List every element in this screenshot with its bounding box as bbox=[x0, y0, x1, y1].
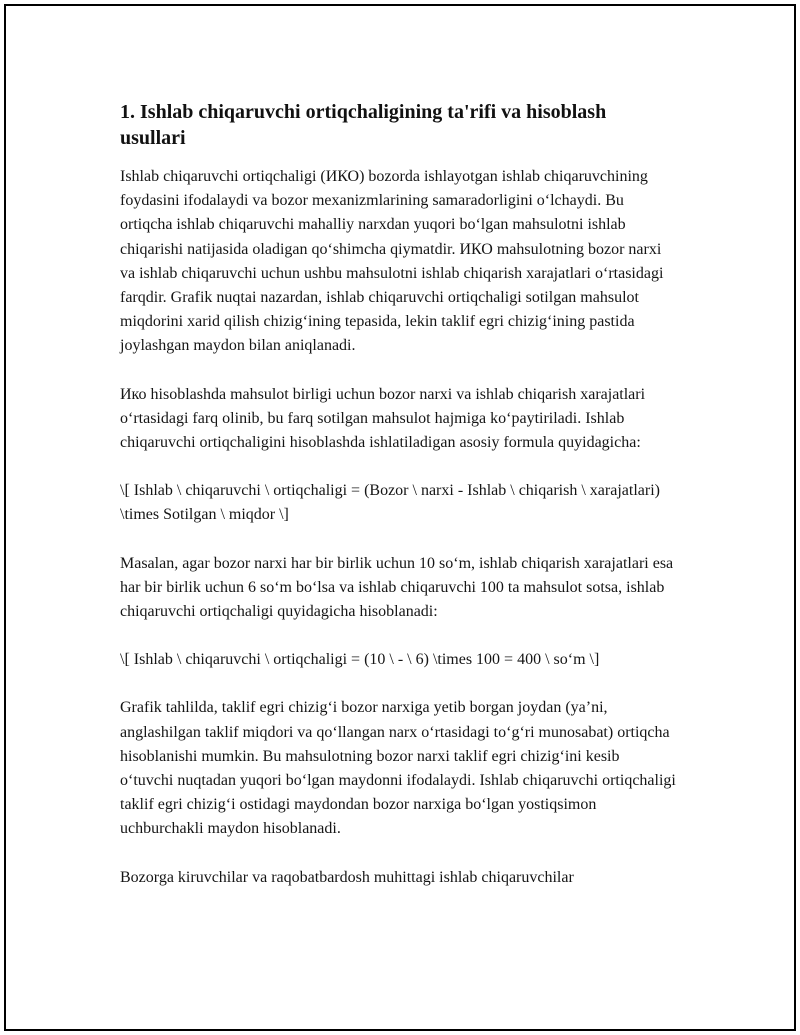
paragraph-calculation: Ико hisoblashda mahsulot birligi uchun bozor narxi va ishlab chiqarish xarajatlari oʻrtasidagi farq olinib, bu farq sotilgan mahsulot hajmiga koʻpaytiriladi. Ishlab chiqaruvchi ortiqchaligini hisoblashda ishlatiladigan asosiy formula quyidagicha: bbox=[120, 385, 646, 452]
formula-general: \[ Ishlab \ chiqaruvchi \ ortiqchaligi = (Bozor \ narxi - Ishlab \ chiqarish \ xarajatlari) \times Sotilgan \ miqdor \] bbox=[120, 482, 660, 524]
formula-example: \[ Ishlab \ chiqaruvchi \ ortiqchaligi = (10 \ - \ 6) \times 100 = 400 \ soʻm \] bbox=[120, 651, 600, 669]
page-border bbox=[4, 4, 796, 1031]
document-body bbox=[120, 99, 676, 890]
paragraph-market-entrants: Bozorga kiruvchilar va raqobatbardosh muhittagi ishlab chiqaruvchilar bbox=[120, 868, 574, 886]
paragraph-example: Masalan, agar bozor narxi har bir birlik uchun 10 soʻm, ishlab chiqarish xarajatlari esa har bir birlik uchun 6 soʻm boʻlsa va ishlab chiqaruvchi 100 ta mahsulot sotsa, ishlab chiqaruvchi ortiqchaligi quyidagicha hisoblanadi: bbox=[120, 554, 674, 621]
section-heading: 1. Ishlab chiqaruvchi ortiqchaligining ta'rifi va hisoblash usullari bbox=[120, 101, 607, 149]
paragraph-graphic-analysis: Grafik tahlilda, taklif egri chizigʻi bozor narxiga yetib borgan joydan (ya’ni, anglashilgan taklif miqdori va qoʻllangan narx oʻrtasidagi toʻgʻri munosabat) ortiqcha hisoblanishi mumkin. Bu mahsulotning bozor narxi taklif egri chizigʻini kesib oʻtuvchi nuqtadan yuqori boʻlgan maydonni ifodalaydi. Ishlab chiqaruvchi ortiqchaligi taklif egri chizigʻi ostidagi maydondan bozor narxiga boʻlgan yostiqsimon uchburchakli maydon hisoblanadi. bbox=[120, 699, 676, 838]
paragraph-definition: Ishlab chiqaruvchi ortiqchaligi (ИКО) bozorda ishlayotgan ishlab chiqaruvchining foydasini ifodalaydi va bozor mexanizmlarining samaradorligini oʻlchaydi. Bu ortiqcha ishlab chiqaruvchi mahalliy narxdan yuqori boʻlgan mahsulotni ishlab chiqarishi natijasida oladigan qoʻshimcha qiymatdir. ИКО mahsulotning bozor narxi va ishlab chiqaruvchi uchun ushbu mahsulotni ishlab chiqarish xarajatlari oʻrtasidagi farqdir. Grafik nuqtai nazardan, ishlab chiqaruvchi ortiqchaligi sotilgan mahsulot miqdorini xarid qilish chizigʻining tepasida, lekin taklif egri chizigʻining pastida joylashgan maydon bilan aniqlanadi. bbox=[120, 168, 664, 355]
